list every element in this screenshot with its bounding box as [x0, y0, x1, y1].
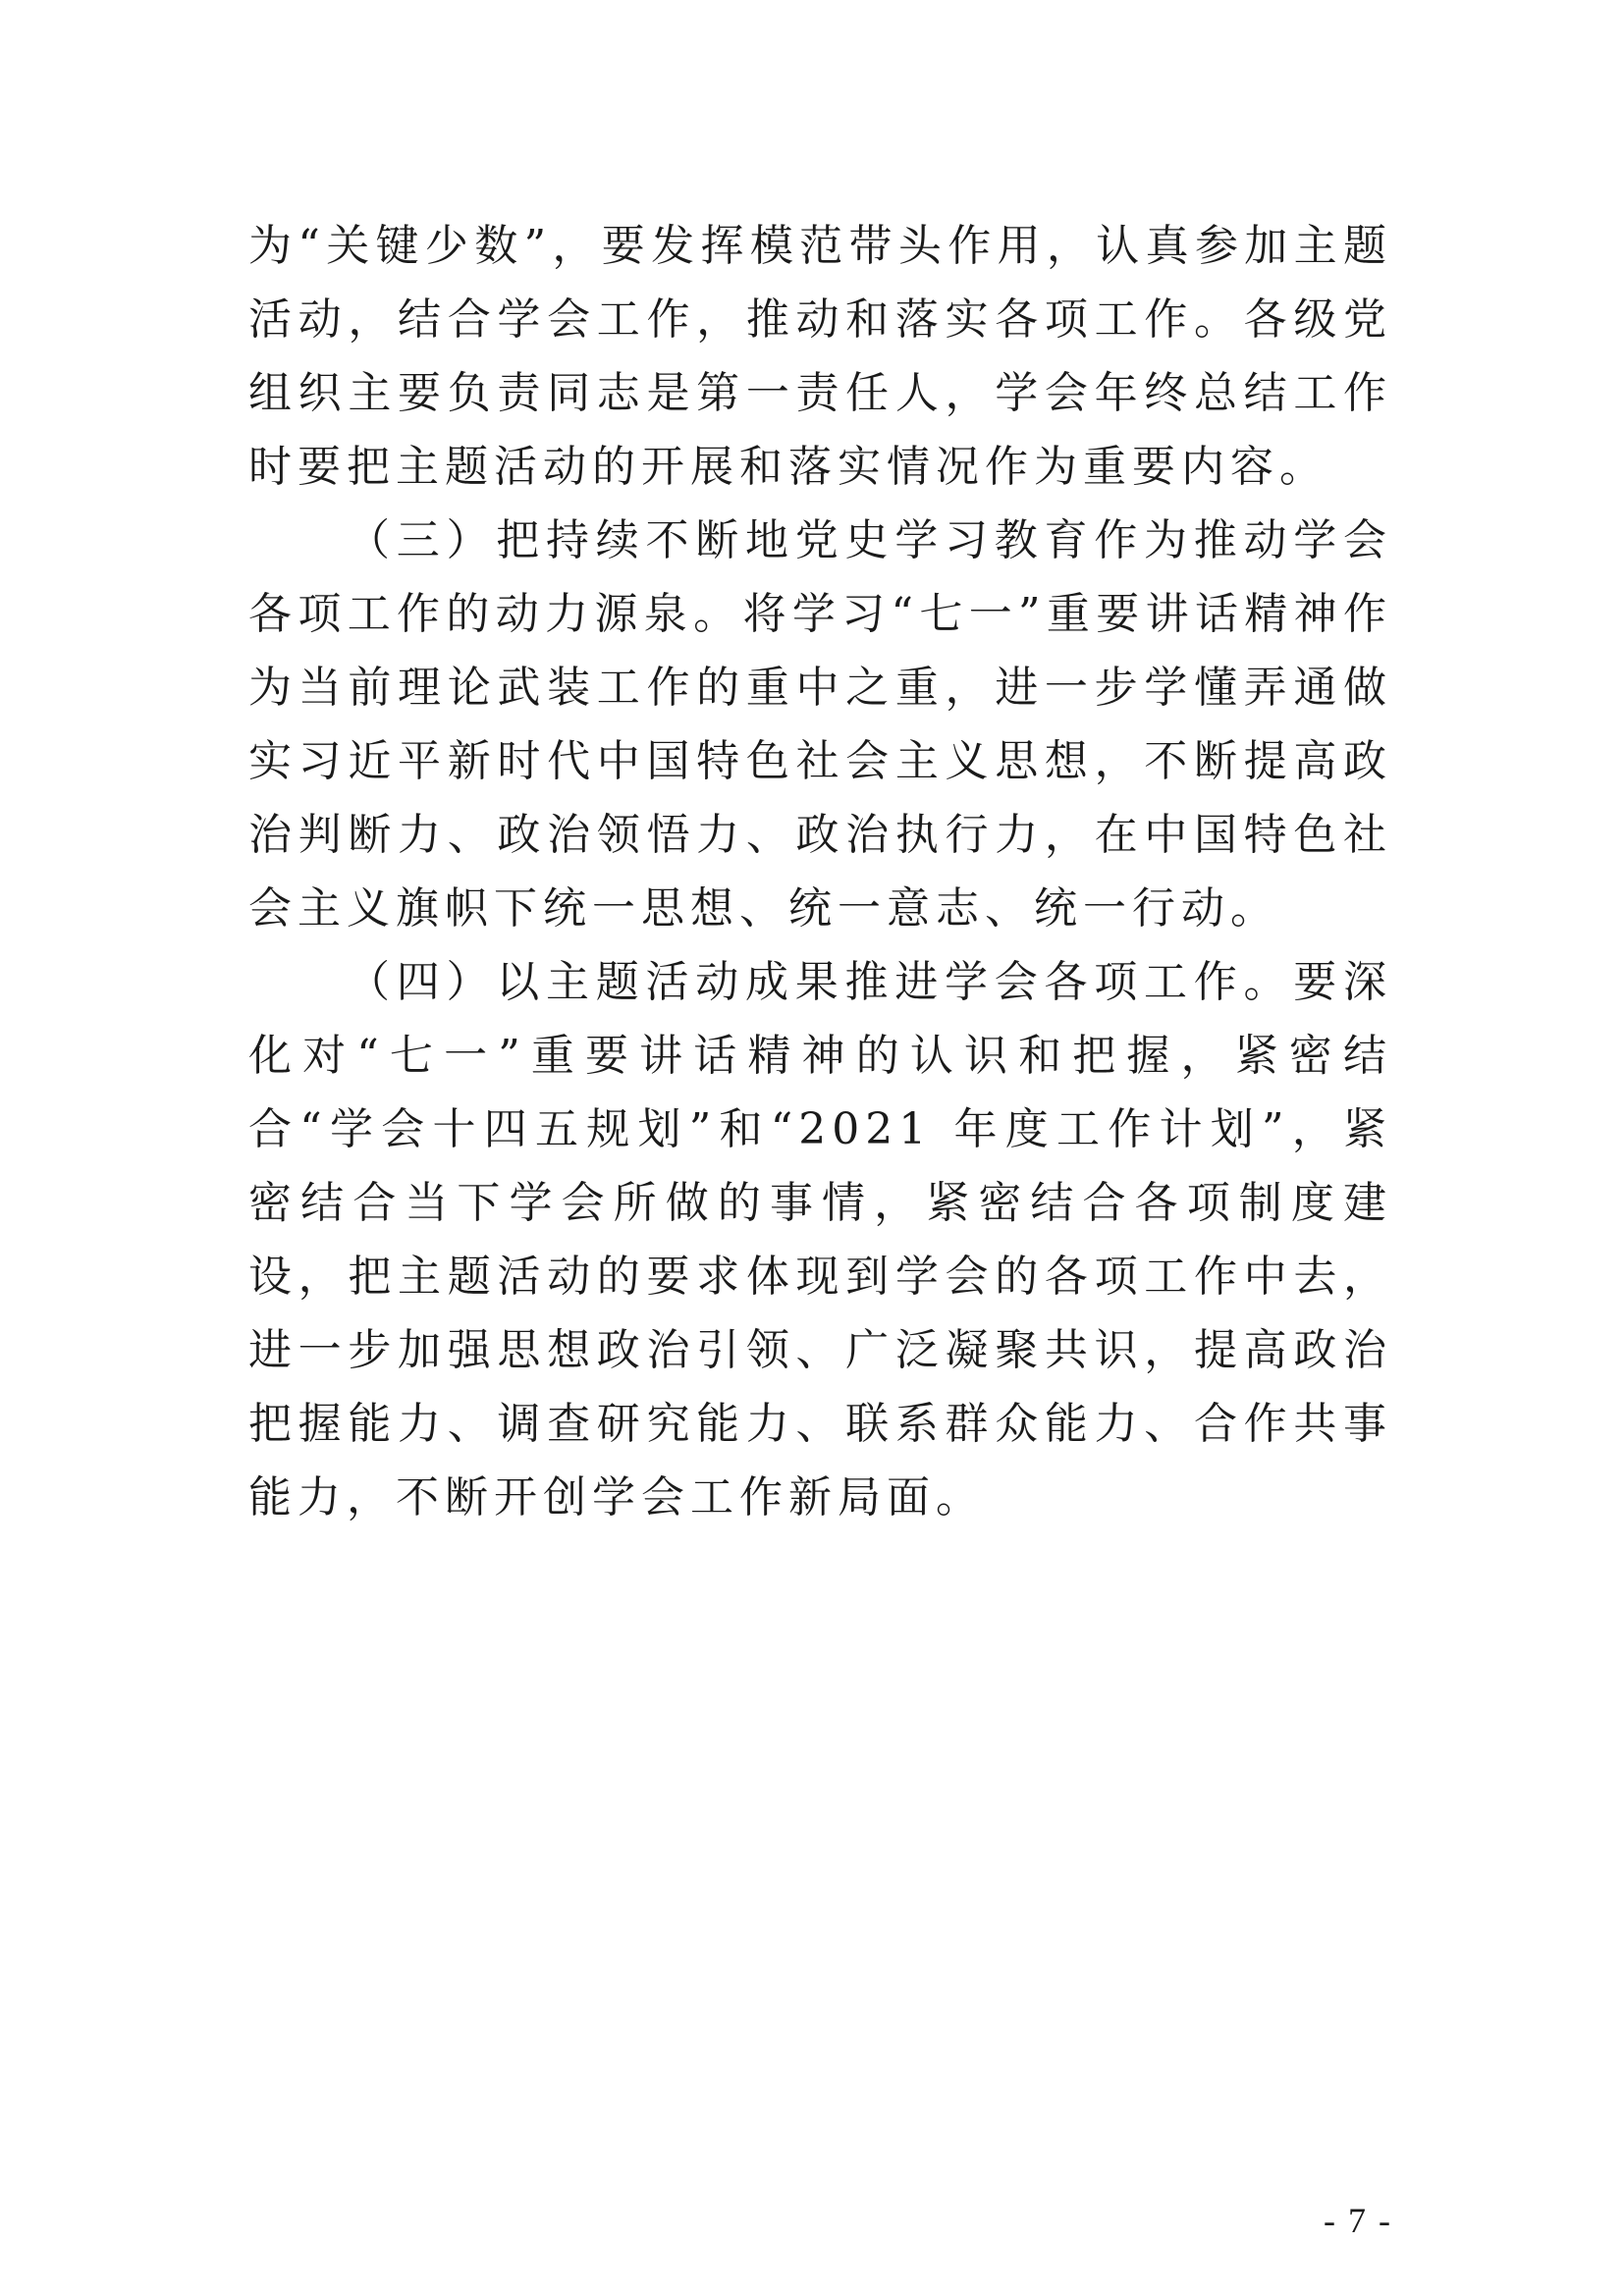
page-number: - 7 - [1324, 2201, 1392, 2240]
paragraph-continued: 为“关键少数”，要发挥模范带头作用，认真参加主题活动，结合学会工作，推动和落实各项工作。各级党组织主要负责同志是第一责任人，学会年终总结工作时要把主题活动的开展和落实情况作为重要内容。 [248, 221, 1392, 492]
paragraph-section-four: （四）以主题活动成果推进学会各项工作。要深化对“七一”重要讲话精神的认识和把握，紧密结合“学会十四五规划”和“2021 年度工作计划”，紧密结合当下学会所做的事情，紧密结合各项制度建设，把主题活动的要求体现到学会的各项工作中去，进一步加强思想政治引领、广泛凝聚共识，提高政治把握能力、调查研究能力、联系群众能力、合作共事能力，不断开创学会工作新局面。 [248, 957, 1392, 1522]
paragraph-section-three: （三）把持续不断地党史学习教育作为推动学会各项工作的动力源泉。将学习“七一”重要讲话精神作为当前理论武装工作的重中之重，进一步学懂弄通做实习近平新时代中国特色社会主义思想，不断提高政治判断力、政治领悟力、政治执行力，在中国特色社会主义旗帜下统一思想、统一意志、统一行动。 [248, 515, 1392, 934]
document-body [248, 209, 1392, 1534]
